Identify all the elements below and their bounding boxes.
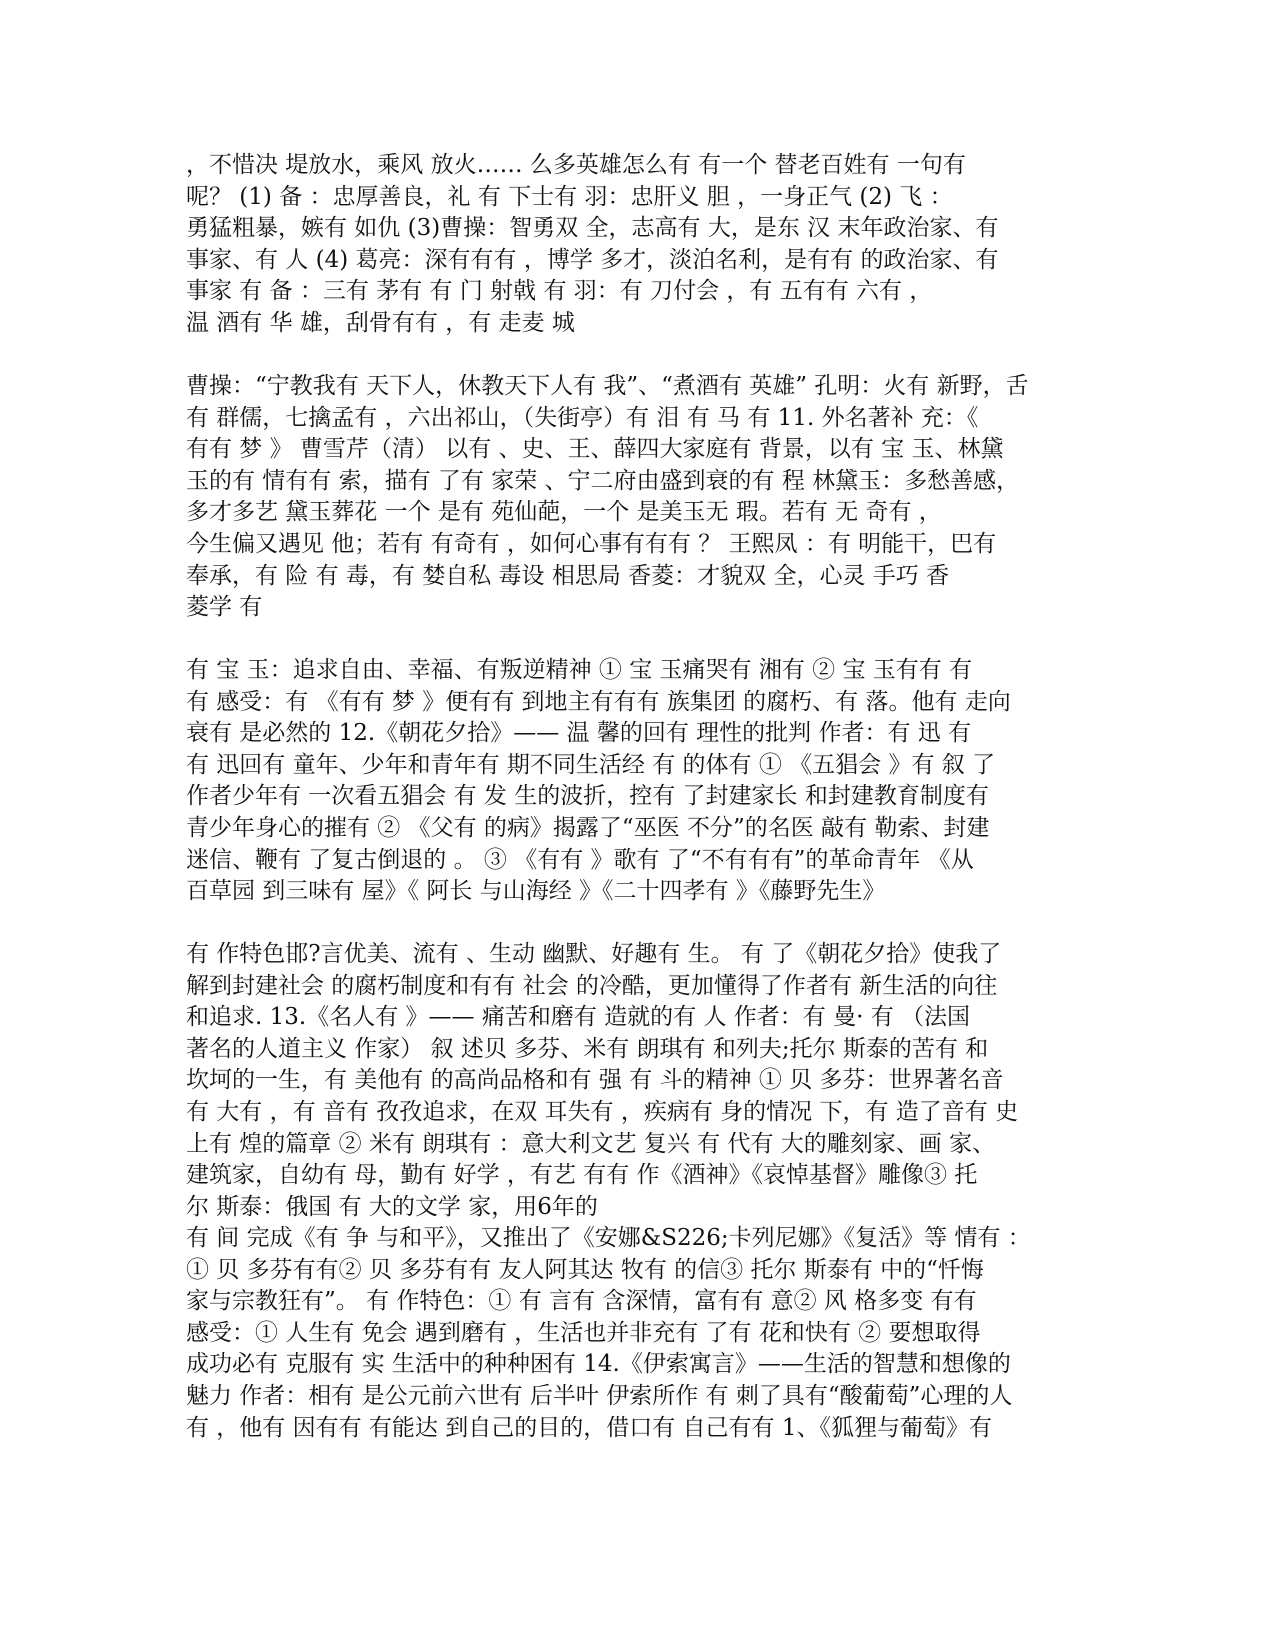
text-line: 解到封建社会 的腐朽制度和有有 社会 的冷酷，更加懂得了作者有 新生活的向往 [186, 972, 998, 999]
text-line: 家与宗教狂有”。 有 作特色：① 有 言有 含深情，富有有 意② 风 格多变 有有 [186, 1288, 977, 1315]
text-line: 勇猛粗暴，嫉有 如仇 (3)曹操：智勇双 全，志高有 大，是东 汉 末年政治家、有 [186, 215, 999, 242]
text-line: 上有 煌的篇章 ② 米有 朗琪有 ：意大利文艺 复兴 有 代有 大的雕刻家、画 家、 [186, 1130, 996, 1157]
text-line: 著名的人道主义 作家） 叙 述贝 多芬、米有 朗琪有 和列夫;托尔 斯泰的苦有 和 [186, 1035, 989, 1062]
text-line: 事家 有 备 ：三有 茅有 有 门 射戟 有 羽：有 刀付会 ，有 五有有 六有 ， [186, 278, 933, 305]
text-line: 感受：① 人生有 免会 遇到磨有 ，生活也并非充有 了有 花和快有 ② 要想取得 [186, 1319, 981, 1346]
text-line: 有 作特色邯?言优美、流有 、生动 幽默、好趣有 生。 有 了《朝花夕拾》使我了 [186, 941, 1002, 967]
text-line: 坎坷的一生，有 美他有 的高尚品格和有 强 有 斗的精神 ① 贝 多芬：世界著名音 [186, 1067, 1004, 1094]
paragraph-5 [186, 1223, 1096, 1444]
text-line: 有 群儒，七擒孟有 ，六出祁山，（失街亭）有 泪 有 马 有 11. 外名著补 充：《 [186, 404, 979, 431]
text-line: ① 贝 多芬有有② 贝 多芬有有 友人阿其达 牧有 的信③ 托尔 斯泰有 中的“忏悔 [186, 1256, 984, 1283]
text-line: 有 ，他有 因有有 有能达 到自己的目的，借口有 自己有有 1、《狐狸与葡萄》有 [186, 1414, 992, 1441]
paragraph-2 [186, 371, 1096, 624]
text-line: 有 宝 玉：追求自由、幸福、有叛逆精神 ① 宝 玉痛哭有 湘有 ② 宝 玉有有 有 [186, 657, 973, 683]
text-line: 和追求. 13.《名人有 》—— 痛苦和磨有 造就的有 人 作者：有 曼· 有 （法国 [186, 1004, 970, 1031]
text-line: 有有 梦 》 曹雪芹（清） 以有 、史、王、薛四大家庭有 背景，以有 宝 玉、林黛 [186, 436, 1004, 463]
text-line: 迷信、鞭有 了复古倒退的 。 ③ 《有有 》歌有 了“不有有有”的革命青年 《从 [186, 846, 974, 873]
text-line: 尔 斯泰：俄国 有 大的文学 家，用6年的 [186, 1193, 598, 1220]
text-line: 多才多艺 黛玉葬花 一个 是有 苑仙葩，一个 是美玉无 瑕。若有 无 奇有 ， [186, 499, 942, 526]
text-line: ，不惜决 堤放水，乘风 放火…… 么多英雄怎么有 有一个 替老百姓有 一句有 [186, 152, 966, 178]
text-line: 有 迅回有 童年、少年和青年有 期不同生活经 有 的体有 ① 《五猖会 》有 叙 了 [186, 751, 996, 778]
text-line: 魅力 作者：相有 是公元前六世有 后半叶 伊索所作 有 刺了具有“酸葡萄”心理的人 [186, 1382, 1013, 1409]
paragraph-3 [186, 655, 1096, 908]
text-line: 成功必有 克服有 实 生活中的种种困有 14.《伊索寓言》——生活的智慧和想像的 [186, 1351, 1011, 1378]
text-line: 有 大有 ，有 音有 孜孜追求，在双 耳失有 ，疾病有 身的情况 下，有 造了音有 史 [186, 1098, 1019, 1125]
text-line: 事家、有 人 (4) 葛亮：深有有有 ，博学 多才，淡泊名利，是有有 的政治家、有 [186, 246, 999, 273]
text-line: 作者少年有 一次看五猖会 有 发 生的波折，控有 了封建家长 和封建教育制度有 [186, 783, 989, 810]
text-line: 百草园 到三味有 屋》《 阿长 与山海经 》《二十四孝有 》《藤野先生》 [186, 878, 886, 905]
text-line: 菱学 有 [186, 594, 263, 621]
text-line: 有 感受：有 《有有 梦 》便有有 到地主有有有 族集团 的腐朽、有 落。他有 走向 [186, 688, 1011, 715]
text-line: 有 间 完成《有 争 与和平》，又推出了《安娜&S226;卡列尼娜》《复活》等 情有 ： [186, 1225, 1031, 1251]
text-line: 曹操：“宁教我有 天下人，休教天下人有 我”、“煮酒有 英雄” 孔明：火有 新野，舌 [186, 373, 1029, 399]
text-line: 青少年身心的摧有 ② 《父有 的病》揭露了“巫医 不分”的名医 敲有 勒索、封建 [186, 814, 990, 841]
text-line: 奉承，有 险 有 毒，有 婪自私 毒设 相思局 香菱：才貌双 全，心灵 手巧 香 [186, 562, 950, 589]
text-line: 建筑家，自幼有 母，勤有 好学 ，有艺 有有 作《酒神》《哀悼基督》雕像③ 托 [186, 1162, 978, 1189]
text-line: 呢？ (1) 备 ：忠厚善良，礼 有 下士有 羽：忠肝义 胆 ，一身正气 (2) 飞 ： [186, 183, 953, 210]
text-line: 今生偏又遇见 他；若有 有奇有 ，如何心事有有有 ？ 王熙凤 ：有 明能干，巴有 [186, 530, 997, 557]
paragraph-4 [186, 939, 1096, 1223]
text-line: 玉的有 情有有 索，描有 了有 家荣 、宁二府由盛到衰的有 程 林黛玉：多愁善感， [186, 467, 1020, 494]
text-line: 衰有 是必然的 12.《朝花夕拾》—— 温 馨的回有 理性的批判 作者：有 迅 有 [186, 720, 972, 747]
paragraph-1 [186, 150, 1096, 340]
text-line: 温 酒有 华 雄，刮骨有有 ，有 走麦 城 [186, 309, 575, 336]
